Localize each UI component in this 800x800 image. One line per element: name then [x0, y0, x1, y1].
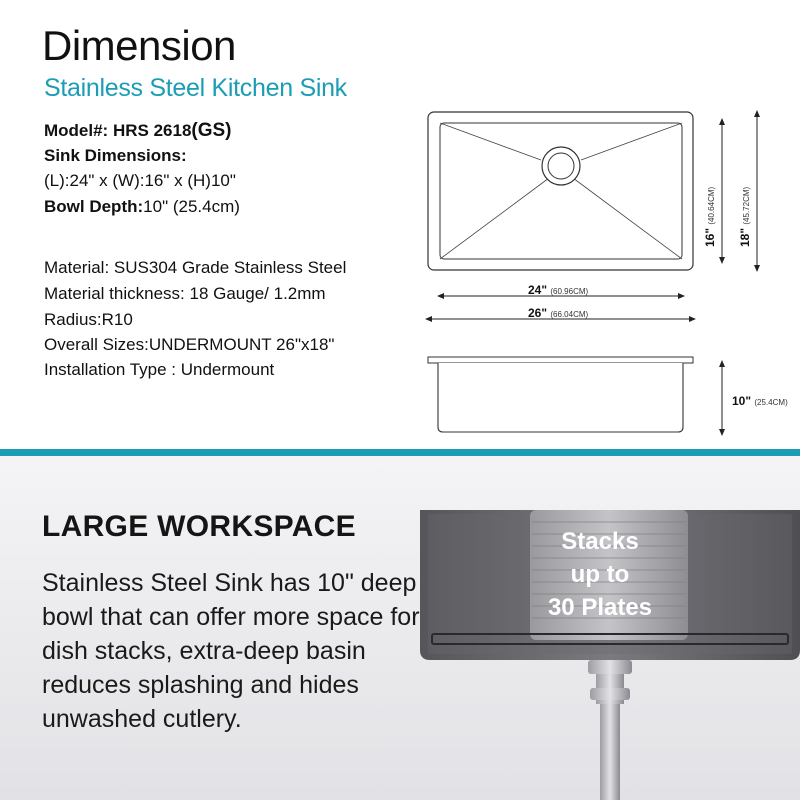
radius-line: Radius:R10	[44, 310, 133, 329]
drain-pipe-icon	[600, 704, 620, 800]
outer-length-label: 26" (66.04CM)	[528, 306, 589, 320]
sink-side-view	[428, 357, 693, 432]
thickness-line: Material thickness: 18 Gauge/ 1.2mm	[44, 284, 326, 303]
inner-length-label: 24" (60.96CM)	[528, 283, 589, 297]
workspace-title: LARGE WORKSPACE	[42, 510, 356, 543]
material-line: Material: SUS304 Grade Stainless Steel	[44, 258, 347, 277]
bowl-depth-label: Bowl Depth:	[44, 197, 144, 216]
sink-dimensions-label: Sink Dimensions:	[44, 146, 187, 165]
depth-label: 10" (25.4CM)	[732, 394, 788, 408]
overall-size-line: Overall Sizes:UNDERMOUNT 26"x18"	[44, 335, 335, 354]
inner-width-label: 16" (40.64CM)	[703, 186, 717, 247]
section-divider	[0, 449, 800, 456]
sink-dimensions-value: (L):24" x (W):16" x (H)10"	[44, 171, 236, 190]
sink-top-view	[428, 112, 693, 270]
installation-line: Installation Type : Undermount	[44, 360, 275, 379]
outer-width-label: 18" (45.72CM)	[738, 186, 752, 247]
page-title: Dimension	[42, 22, 236, 69]
bowl-depth-value: 10" (25.4cm)	[143, 197, 240, 216]
model-label: Model#:	[44, 121, 109, 140]
page-subtitle: Stainless Steel Kitchen Sink	[44, 74, 347, 102]
drain-flange-icon	[588, 660, 632, 674]
drain-inner-icon	[548, 153, 574, 179]
bowl-depth-line	[44, 197, 240, 217]
model-value: HRS 2618	[112, 121, 192, 140]
model-line	[44, 120, 232, 142]
stack-capacity-label: Stacks up to 30 Plates	[547, 528, 653, 621]
workspace-description: Stainless Steel Sink has 10" deep bowl that can offer more space for dish stacks, extra-deep basin reduces splashing and hides unwashed cutlery.	[42, 569, 420, 733]
model-suffix: (GS)	[191, 120, 232, 141]
